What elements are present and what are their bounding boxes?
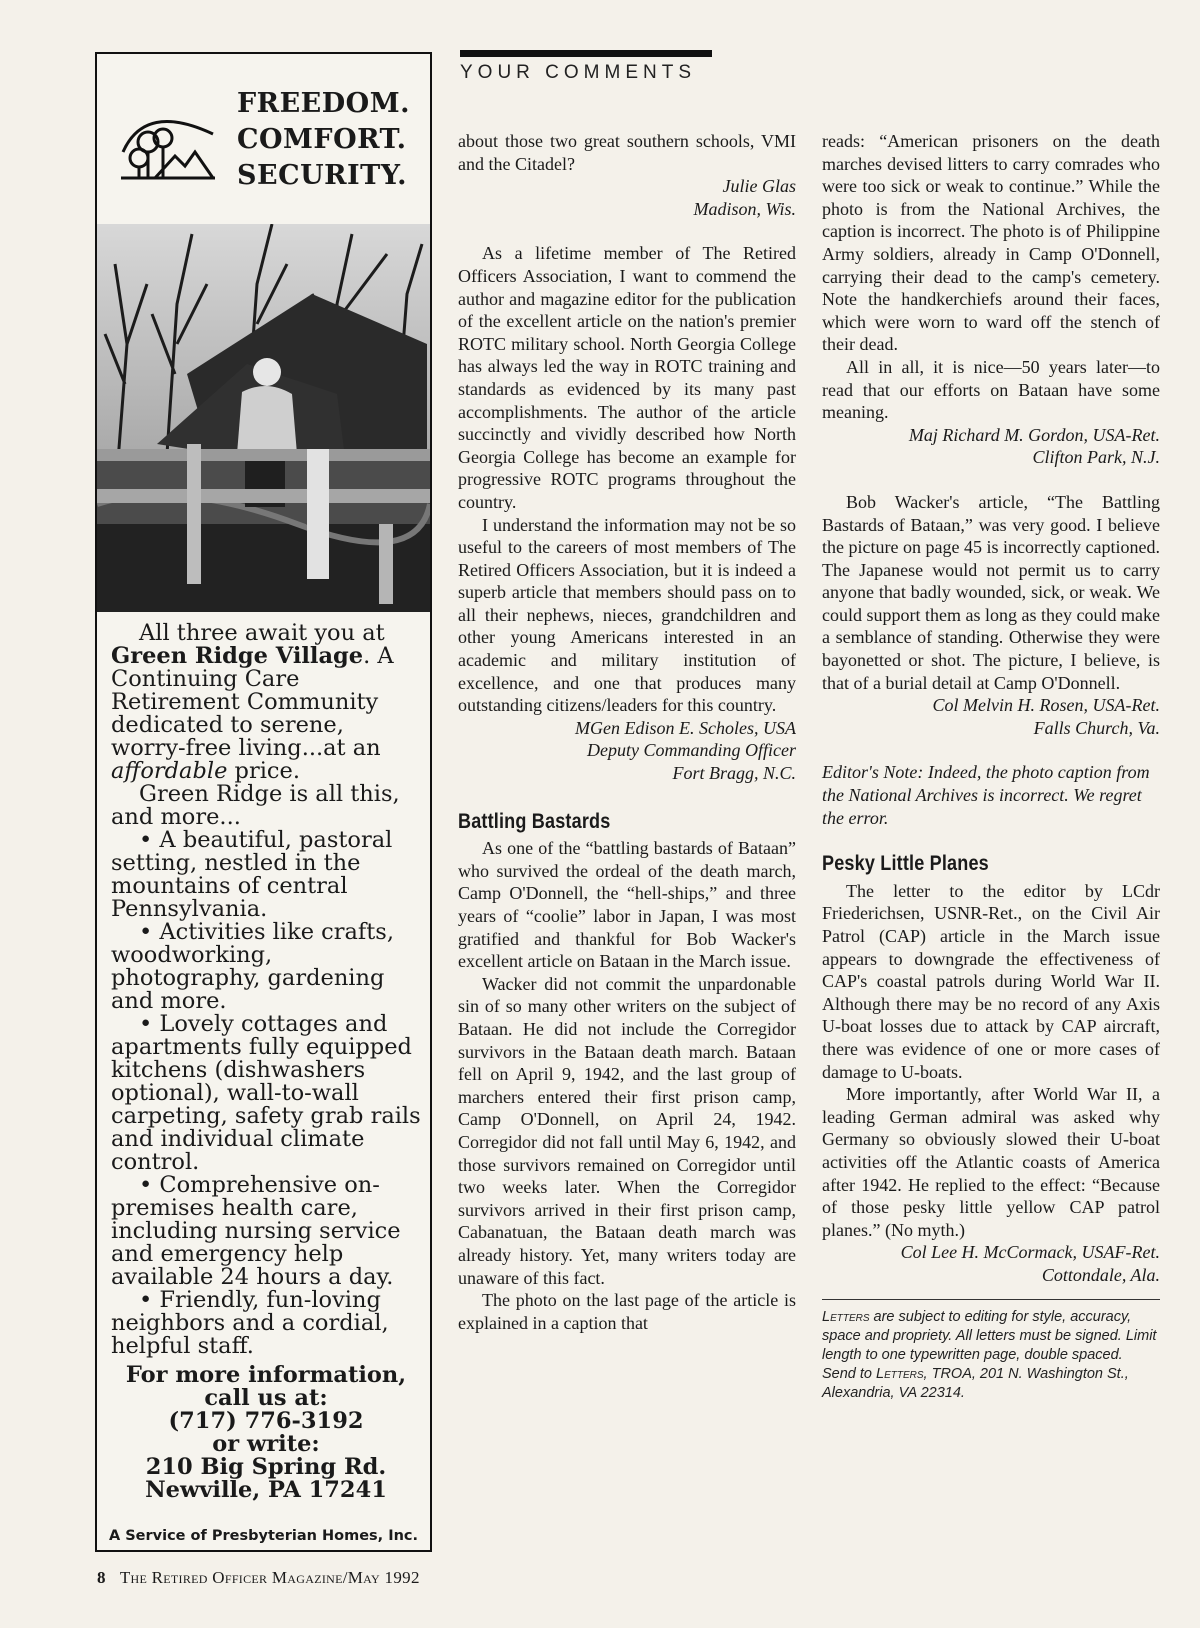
letter-text: More importantly, after World War II, a leading German admiral was asked why Germany so obviously slowed their U-boat activities off the Atlantic coasts of America after 1942. He replied to the effect: “Because of those pesky little yellow CAP patrol planes.” (No myth.) xyxy=(822,1084,1160,1240)
signature-location: Falls Church, Va. xyxy=(1033,717,1160,738)
ad-bullet: • A beautiful, pastoral setting, nestled in the mountains of central Pennsylvania. xyxy=(111,827,393,922)
ad-intro-post: . A Continuing Care Retirement Community dedicated to serene, worry-free living...at an xyxy=(111,643,394,761)
section-heading: Pesky Little Planes xyxy=(822,852,989,876)
ad-contact-line: or write: xyxy=(212,1431,320,1457)
ad-address-city: Newville, PA 17241 xyxy=(145,1477,387,1503)
ad-contact-line: call us at: xyxy=(204,1385,328,1411)
ad-phone: (717) 776-3192 xyxy=(168,1408,364,1434)
ad-contact-line: For more information, xyxy=(125,1362,407,1388)
signature-name: Julie Glas xyxy=(722,176,796,197)
letter-text: All in all, it is nice—50 years later—to read that our efforts on Bataan have some meaning. xyxy=(822,356,1160,423)
ad-bullet: Green Ridge is all this, and more... xyxy=(111,781,400,830)
ad-bullet: • Friendly, fun-loving neighbors and a cordial, helpful staff. xyxy=(111,1287,389,1359)
letter-text: about those two great southern schools, VMI and the Citadel? xyxy=(458,131,796,174)
letter-text: The photo on the last page of the article is explained in a caption that xyxy=(458,1290,796,1333)
signature-name: MGen Edison E. Scholes, USA xyxy=(575,717,796,738)
signature-name: Maj Richard M. Gordon, USA-Ret. xyxy=(908,424,1160,445)
advertisement xyxy=(95,52,432,1552)
section-heading: Battling Bastards xyxy=(458,809,611,833)
letter-text: Wacker did not commit the unpardonable sin of so many other writers on the subject of Bataan. He did not include the Corregidor survivors in the Bataan death march. Bataan fell on April 9, 1942, and the last group of marchers entered their first prison camp, Camp O'Donnell, on April 24, 1942. Corregidor did not fall until May 6, 1942, and those survivors remained on Corregidor until two weeks later. When the Corregidor survivors arrived in their first prison camp, Cabanatuan, the Bataan death march was already history. Yet, many writers today are unaware of this fact. xyxy=(458,973,796,1288)
signature-location: Madison, Wis. xyxy=(693,198,796,219)
ad-contact-block xyxy=(111,1364,421,1502)
ad-community-name: Green Ridge Village xyxy=(111,643,364,669)
letter-text: As one of the “battling bastards of Bataan” who survived the ordeal of the death march, Camp O'Donnell, the “hell-ships,” and three years of “coolie” labor in Japan, I was most gratified and thankful for Bob Wacker's excellent article on Bataan in the March issue. xyxy=(458,838,796,972)
ad-bullet: • Activities like crafts, woodworking, photography, gardening and more. xyxy=(111,919,395,1014)
signature-location: Cottondale, Ala. xyxy=(1041,1264,1160,1285)
ad-header xyxy=(97,54,430,226)
ad-headline-3: SECURITY. xyxy=(237,160,407,191)
ad-headline-2: COMFORT. xyxy=(237,124,407,155)
editors-note: Editor's Note: Indeed, the photo caption from the National Archives is incorrect. We regret the error. xyxy=(822,762,1150,828)
ad-copy xyxy=(111,622,421,1502)
section-title: YOUR COMMENTS xyxy=(460,62,696,83)
letter-text: The letter to the editor by LCdr Friederichsen, USNR-Ret., on the Civil Air Patrol (CAP) article in the March issue appears to downgrade the effectiveness of CAP's coastal patrols during World War II. Although there may be no record of any Axis U-boat losses due to attack by CAP aircraft, there was evidence of one or more cases of damage to U-boats. xyxy=(822,880,1160,1082)
signature-location: Clifton Park, N.J. xyxy=(1032,447,1160,468)
letters-policy: Letters are subject to editing for style, accuracy, space and propriety. All letters must be signed. Limit length to one typewritten page, double spaced. Send to Letters, TROA, 201 N. Washington St., Alexandria, VA 22314. xyxy=(822,1308,1157,1401)
divider xyxy=(822,1299,1160,1300)
letters-column-2 xyxy=(822,130,1160,1403)
ad-bullet: • Comprehensive on-premises health care, including nursing service and emergency help available 24 hours a day. xyxy=(111,1172,401,1290)
ad-photo-man-at-fence xyxy=(97,224,430,612)
letters-column-1 xyxy=(458,130,796,1334)
letter-text: Bob Wacker's article, “The Battling Bastards of Bataan,” was very good. I believe the picture on page 45 is incorrectly captioned. The Japanese would not permit us to carry anyone that badly wounded, sick, or weak. We could support them as long as they could make a semblance of standing. Otherwise they were bayonetted or shot. The picture, I believe, is that of a burial detail at Camp O'Donnell. xyxy=(822,491,1160,693)
ad-headline-1: FREEDOM. xyxy=(237,88,410,119)
letter-text: As a lifetime member of The Retired Officers Association, I want to commend the author and magazine editor for the publication of the excellent article on the nation's premier ROTC military school. North Georgia College has always led the way in ROTC training and standards as evidenced by its many past accomplishments. The author of the article succinctly and vividly described how North Georgia College has become an example for progressive ROTC programs throughout the country. xyxy=(458,243,796,512)
ad-affordable: affordable xyxy=(111,758,228,784)
tree-mountain-logo-icon xyxy=(115,94,220,184)
letter-text: I understand the information may not be so useful to the careers of most members of The Retired Officers Association, but it is indeed a superb article that members should pass on to all their nephews, nieces, grandchildren and other young Americans interested in an academic and military institution of excellence, and one that produces many outstanding citizens/leaders for this country. xyxy=(458,514,796,716)
signature-name: Col Melvin H. Rosen, USA-Ret. xyxy=(932,695,1160,716)
ad-price: price. xyxy=(234,758,300,784)
ad-bullet: • Lovely cottages and apartments fully equipped kitchens (dishwashers optional), wall-to-wall carpeting, safety grab rails and individual climate control. xyxy=(111,1011,421,1175)
ad-service-line: A Service of Presbyterian Homes, Inc. xyxy=(108,1528,419,1544)
ad-address-street: 210 Big Spring Rd. xyxy=(145,1454,387,1480)
magazine-issue: The Retired Officer Magazine/May 1992 xyxy=(119,1568,420,1587)
page-footer xyxy=(97,1568,420,1588)
signature-title: Deputy Commanding Officer xyxy=(587,740,796,761)
ad-intro-pre: All three await you at xyxy=(139,620,385,646)
letter-text: reads: “American prisoners on the death marches devised litters to carry comrades who were too sick or weak to continue.” While the photo is from the National Archives, the caption is incorrect. The photo is of Philippine Army soldiers, already in Camp O'Donnell, carrying their dead to the camp's cemetery. Note the handkerchiefs around their faces, which were worn to ward off the stench of their dead. xyxy=(822,131,1160,355)
signature-location: Fort Bragg, N.C. xyxy=(672,763,796,784)
page-number: 8 xyxy=(97,1568,106,1587)
header-rule xyxy=(460,50,712,57)
signature-name: Col Lee H. McCormack, USAF-Ret. xyxy=(900,1242,1160,1263)
